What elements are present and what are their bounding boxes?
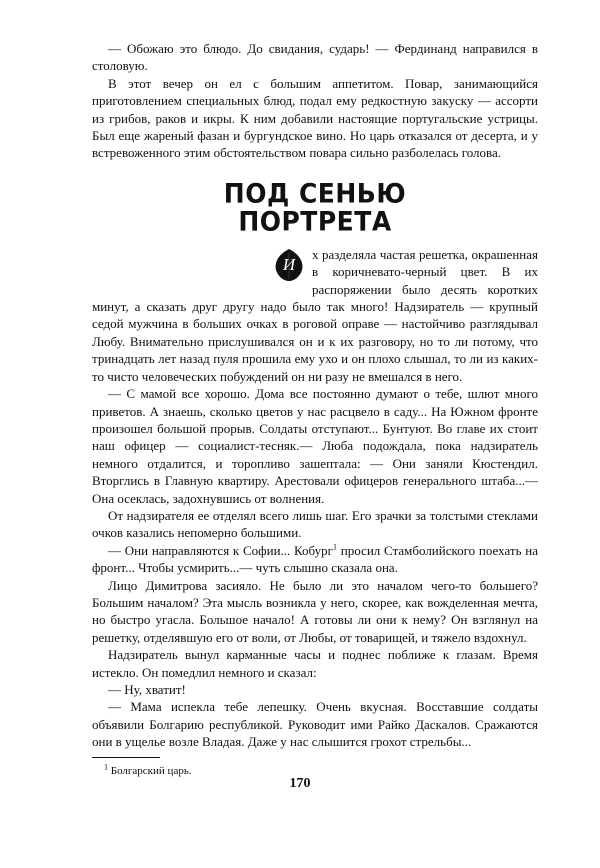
paragraph: х разделяла частая решетка, окрашенная в коричневато-черный цвет. В их распоряжении было десять коротких минут, а сказать друг другу надо было так много! Надзиратель — крупный седой мужчина в больших очках в роговой оправе — настойчиво разглядывал Любу. Внимательно прислушивался он и к их разговору, но то ли потому, что тринадцать лет назад пуля прошила ему ухо и он плохо слышал, то ли из каких-то чисто человеческих побуждений он ни разу не вмешался в него. (92, 246, 538, 384)
paragraph: Надзиратель вынул карманные часы и поднес поближе к глазам. Время истекло. Он помедлил немного и сказал: (92, 647, 538, 680)
dropcap-letter: И (282, 254, 296, 274)
footnote-text: Болгарский царь. (110, 764, 192, 777)
paragraph-text: — Они направляются к Софии... Кобург (108, 542, 334, 558)
paragraph-text: просил Стамболийского поехать на фронт... Чтобы усмирить...— чуть слышно сказала она. (92, 542, 538, 576)
footnote-divider (92, 757, 160, 758)
chapter-title-line-1: ПОД СЕНЬЮ (223, 178, 407, 209)
paragraph: От надзирателя ее отделял всего лишь шаг. Его зрачки за толстыми стеклами очков казались непомерно большими. (92, 507, 538, 541)
paragraph: — С мамой все хорошо. Дома все постоянно думают о тебе, шлют много приветов. А знаешь, сколько цветов у нас расцвело в саду... На Южном фронте произошел большой прорыв. Солдаты отступают... Бунтуют. Во главе их стоит наш офицер — социалист-тесняк.— Люба подождала, пока надзиратель немного отдалится, и торопливо зашептала: — Они заняли Кюстендил. Вторглись в Главную квартиру. Арестовали офицеров генерального штаба...— Она осеклась, задохнувшись от волнения. (92, 386, 538, 506)
footnote-reference: 1 (333, 542, 338, 552)
paragraph: В этот вечер он ел с большим аппетитом. Повар, занимающийся приготовлением специальных блюд, подал ему редкостную закуску — ассорти из грибов, раков и икры. К ним добавили настоящие португальские устрицы. Был еще жареный фазан и бургундское вино. Но царь отказался от десерта, и у встревоженного этим обстоятельством повара сильно разболелась голова. (92, 75, 538, 161)
paragraph: Лицо Димитрова засияло. Не было ли это началом чего-то большего? Большим началом? Эта мысль возникла у него, скорее, как вожделенная мечта, но быстро угасла. Большое начало! А готовы ли они к нему? Он взглянул на решетку, отделявшую его от воли, от Любы, от товарищей, и тяжело вздохнул. (92, 577, 538, 645)
chapter-opening (92, 246, 538, 385)
footnote-mark: 1 (104, 761, 108, 771)
paragraph: — Мама испекла тебе лепешку. Очень вкусная. Восставшие солдаты объявили Болгарию республикой. Руководит ими Райко Даскалов. Сражаются они в ущелье возле Владая. Даже у нас слышится грохот стрельбы... (92, 699, 538, 750)
dropcap-leaf-icon (272, 248, 306, 282)
chapter-title-line-2: ПОРТРЕТА (238, 206, 392, 237)
paragraph (92, 542, 538, 577)
paragraph: — Ну, хватит! (108, 682, 186, 697)
chapter-title (92, 180, 538, 236)
paragraph: — Обожаю это блюдо. До свидания, сударь! — Фердинанд направился в столовую. (92, 41, 538, 74)
page-number: 170 (289, 776, 311, 791)
book-page (92, 40, 538, 778)
